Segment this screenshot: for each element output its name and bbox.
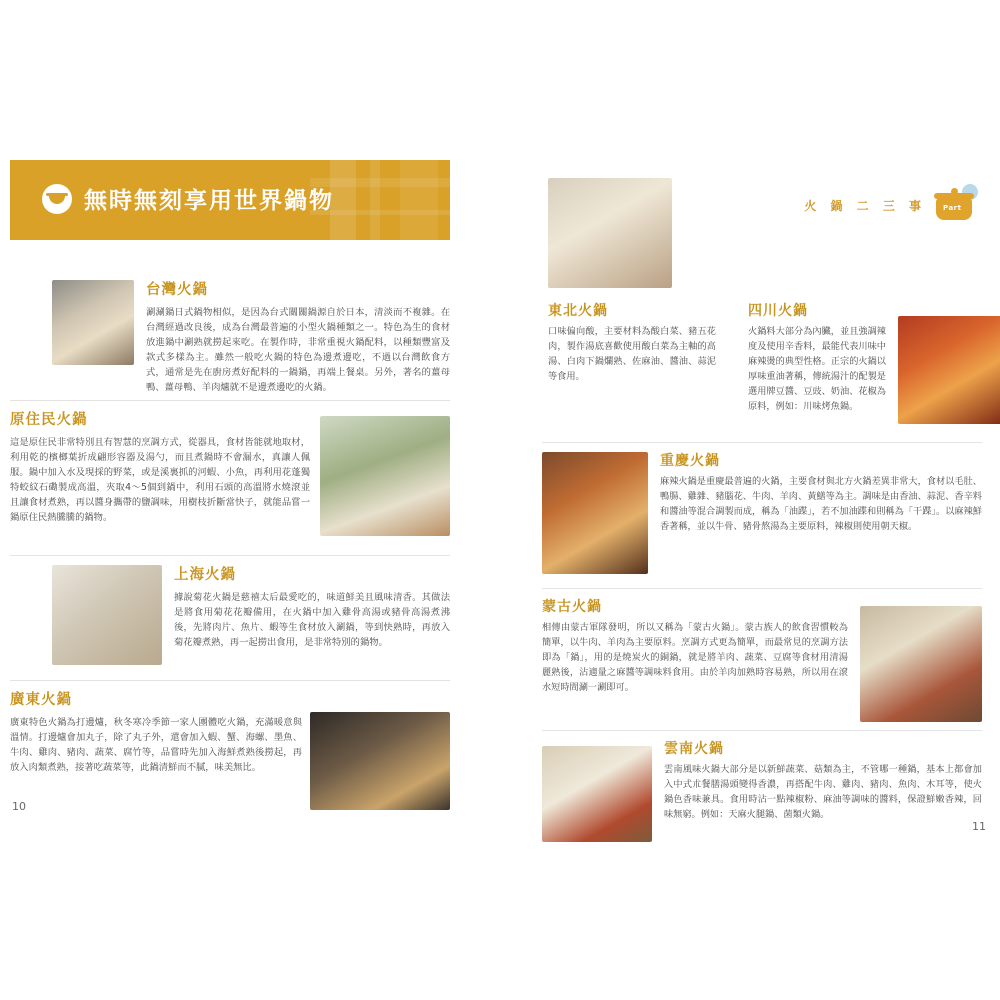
section-photo bbox=[52, 280, 134, 365]
page-number-left: 10 bbox=[12, 800, 26, 813]
section-body: 據說菊花火鍋是慈禧太后最愛吃的，味道鮮美且風味清香。其做法是將食用菊花花瓣備用，在火鍋中加入雞骨高湯或豬骨高湯煮沸後，先將肉片、魚片、蝦等生食材放入涮鍋，等到快熟時，再放入菊花瓣煮熟，再一起撈出食用，是非常特別的鍋物。 bbox=[174, 592, 450, 649]
section-sichuan-hotpot bbox=[748, 300, 978, 414]
section-body: 相傳由蒙古軍隊發明，所以又稱為「蒙古火鍋」。蒙古族人的飲食習慣較為簡單，以牛肉、羊肉為主要原料。烹調方式更為簡單，而最常見的烹調方法即為「鍋」，用的是燒炭火的銅鍋，就是將羊肉、蔬菜、豆腐等食材用清湯麗熟後，沾適量之麻醬等調味料食用。由於羊肉加熟時容易熟，所以用在滾水短時間涮一涮即可。 bbox=[542, 622, 848, 693]
page-number-right: 11 bbox=[972, 820, 986, 833]
pot-icon bbox=[42, 184, 72, 214]
divider bbox=[542, 442, 982, 443]
section-photo bbox=[320, 416, 450, 536]
section-body: 口味偏向酸，主要材料為酸白菜、豬五花肉，製作湯底喜歡使用酸白菜為主軸的高湯、白肉下鍋爛熟、佐麻油、醬油、蒜泥等食用。 bbox=[548, 326, 716, 382]
banner-stripe bbox=[400, 160, 438, 240]
banner-stripe bbox=[370, 160, 380, 240]
section-title: 雲南火鍋 bbox=[664, 741, 724, 757]
section-photo bbox=[52, 565, 162, 665]
section-photo bbox=[860, 606, 982, 722]
section-photo bbox=[542, 746, 652, 842]
section-title: 上海火鍋 bbox=[174, 567, 236, 583]
divider bbox=[10, 680, 450, 681]
section-title: 蒙古火鍋 bbox=[542, 599, 602, 615]
divider bbox=[542, 730, 982, 731]
left-page bbox=[10, 160, 485, 820]
running-header bbox=[804, 188, 976, 222]
divider bbox=[10, 555, 450, 556]
section-photo bbox=[548, 178, 672, 288]
section-title: 原住民火鍋 bbox=[10, 412, 88, 428]
running-header-text: 火 鍋 二 三 事 bbox=[804, 198, 926, 213]
section-body: 廣東特色火鍋為打邊爐，秋冬寒冷季節一家人團體吃火鍋，充滿暖意與溫情。打邊爐會加丸子，除了丸子外，還會加入蝦、蟹、海螺、墨魚、牛肉、雞肉、豬肉、蔬菜、腐竹等，品嘗時先加入海鮮煮熟後撈起，再放入肉類煮熟，接著吃蔬菜等，此鍋清鮮而不膩，味美無比。 bbox=[10, 717, 302, 774]
section-title: 廣東火鍋 bbox=[10, 692, 72, 708]
section-photo bbox=[310, 712, 450, 810]
section-body: 這是原住民非常特別且有智慧的烹調方式，從器具，食材皆能就地取材，利用乾的檳榔葉折成翩形容器及湯勺，而且煮鍋時不會漏水，真讓人佩服。鍋中加入水及現採的野菜，或是溪裏抓的河蝦、小魚，再利用花蓬獨特蛟紋石磡製成高溫，夾取4～5個到鍋中，利用石頭的高溫將水燒滾並且讓食材煮熟，再以醬身攜帶的鹽調味，用樹枝折斷當快子，就能品嘗一鍋原住民熱騰騰的鍋物。 bbox=[10, 437, 310, 524]
part-badge: Part bbox=[943, 204, 962, 212]
section-body: 雲南風味火鍋大部分是以新鮮蔬菜、菇類為主，不管哪一種鍋，基本上都會加入中式朮餐膳湯頭變得香濃，再搭配牛肉、雞肉、豬肉、魚肉、木耳等，使火鍋色香味兼具。食用時沾一點辣椒粉、麻油等調味的醬料，保證鮮嫩香辣，回味無窮。例如：天麻火腿鍋、菌類火鍋。 bbox=[664, 764, 982, 820]
section-body: 涮涮鍋日式鍋物相似，是因為台式關關鍋源自於日本，清淡而不複雜。在台灣經過改良後，成為台灣最普遍的小型火鍋種類之一。特色為生的食材放進鍋中涮熟就撈起來吃。在製作時，非常重視火鍋配料，以種類豐富及款式多樣為主。雖然一般吃火鍋的特色為邊煮邊吃，不過以台灣飲食方式，通常是先在廚房煮好配料的一鍋鍋，再端上餐桌。另外，著名的薑母鴨、薑母鴨、羊肉爐就不是邊煮邊吃的火鍋。 bbox=[146, 307, 450, 394]
banner-content bbox=[42, 182, 334, 215]
section-northeast-hotpot bbox=[548, 300, 738, 385]
divider bbox=[542, 588, 982, 589]
section-banner bbox=[10, 160, 450, 240]
divider bbox=[10, 400, 450, 401]
section-title: 東北火鍋 bbox=[548, 303, 608, 319]
section-photo bbox=[542, 452, 648, 574]
pot-icon bbox=[934, 188, 976, 222]
section-body: 麻辣火鍋是重慶最普遍的火鍋，主要食材與北方火鍋差異非常大，食材以毛肚、鴨腸、雞雜、豬腦花、牛肉、羊肉、黃鱔等為主。調味是由香油、蒜泥、香辛料和醬油等混合調製而成，稱為「油蹀」，若不加油蹀和則稱為「干蹀」。以麻辣鮮香著稱，並以牛骨、豬骨熬湯為主要原料，辣椒則使用朝天椒。 bbox=[660, 476, 982, 532]
section-photo bbox=[898, 316, 1000, 424]
section-body: 火鍋料大部分為內臟，並且強調辣度及使用辛香料，最能代表川味中麻辣燙的典型性格。正宗的火鍋以厚味重油著稱，傳統湯汁的配製是選用牌豆醬、豆豉、奶油、花椒為原料，例如：川味烤魚鍋。 bbox=[748, 326, 886, 412]
banner-title: 無時無刻享用世界鍋物 bbox=[84, 188, 334, 214]
section-title: 台灣火鍋 bbox=[146, 282, 208, 298]
section-title: 四川火鍋 bbox=[748, 303, 808, 319]
section-title: 重慶火鍋 bbox=[660, 453, 720, 469]
right-page bbox=[520, 160, 990, 840]
